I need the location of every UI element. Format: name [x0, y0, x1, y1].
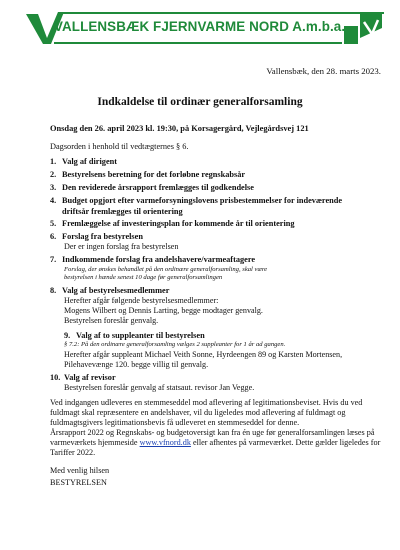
agenda-intro: Dagsorden i henhold til vedtægternes § 6. — [50, 142, 189, 151]
agenda-item-detail: Der er ingen forslag fra bestyrelsen — [64, 242, 179, 251]
agenda-item: 3. Den reviderede årsrapport fremlægges til godkendelse — [50, 183, 254, 192]
agenda-item-detail: Pilehavevænge 120. begge villig til genvalg. — [64, 360, 209, 369]
document-title: Indkaldelse til ordinær generalforsamling — [97, 96, 303, 108]
closing-paragraph: Tariffer 2022. — [50, 448, 96, 457]
agenda-item: 7. Indkommende forslag fra andelshavere/varmeaftagere — [50, 255, 256, 264]
agenda-item: 4. Budget opgjort efter varmeforsyningslovens prisbestemmelser for indeværende driftsår fremlægges til orientering — [50, 196, 343, 216]
closing-paragraph: fuldmagt skal repræsentere en andelshaver, vil du ligeledes mod aflevering af fuldmagt og — [50, 408, 346, 417]
date-line: Vallensbæk, den 28. marts 2023. — [266, 66, 381, 76]
agenda-item: 2. Bestyrelsens beretning for det forløbne regnskabsår — [50, 170, 246, 179]
agenda-item-detail: Bestyrelsen foreslår genvalg af statsaut. revisor Jan Vegge. — [64, 383, 255, 392]
closing-paragraph: fuldmagtsgivers legitimationsbevis få udleveret en stemmeseddel for denne. — [50, 418, 300, 427]
closing-paragraph: varmeværkets hjemmeside www.vfnord.dk eller afhentes på varmeværket. Dette gælder ligeledes for — [50, 438, 381, 447]
agenda-item-detail: Mogens Wilbert og Dennis Larting, begge modtager genvalg. — [64, 306, 263, 315]
agenda-item-note: bestyrelsen i hænde senest 10 dage før generalforsamlingen — [64, 274, 223, 281]
closing-paragraph: Ved indgangen udleveres en stemmeseddel mod aflevering af legitimationsbeviset. Hvis du ved — [50, 398, 363, 407]
agenda-item-detail: Herefter afgår følgende bestyrelsesmedlemmer: — [64, 296, 219, 305]
agenda-item: 6. Forslag fra bestyrelsen — [50, 232, 143, 241]
agenda-item-detail: Bestyrelsen foreslår genvalg. — [64, 316, 159, 325]
website-link[interactable]: www.vfnord.dk — [139, 438, 191, 447]
agenda-item: 8. Valg af bestyrelsesmedlemmer — [50, 286, 170, 295]
agenda-item-note: § 7.2: På den ordinære generalforsamling vælges 2 suppleanter for 1 år ad gangen. — [64, 341, 286, 348]
logo-text: VALLENSBÆK FJERNVARME NORD A.m.b.a. — [54, 19, 346, 34]
agenda-item: 1. Valg af dirigent — [50, 157, 118, 166]
agenda-item: 5. Fremlæggelse af investeringsplan for kommende år til orientering — [50, 219, 295, 228]
agenda-item-note: Forslag, der ønskes behandlet på den ordinære generalforsamling, skal være — [64, 266, 268, 273]
agenda-item: 10. Valg af revisor — [50, 373, 116, 382]
closing-paragraph: Årsrapport 2022 og Regnskabs- og budgetoversigt kan fra én uge før generalforsamlingen læses på — [50, 428, 375, 437]
agenda-item-detail: Herefter afgår suppleant Michael Veith Sonne, Hyrdeengen 89 og Karsten Mortensen, — [64, 350, 343, 359]
signature: BESTYRELSEN — [50, 478, 107, 487]
agenda-item: 9. Valg af to suppleanter til bestyrelsen — [64, 331, 205, 340]
greeting: Med venlig hilsen — [50, 466, 110, 475]
meeting-time-place: Onsdag den 26. april 2023 kl. 19:30, på Korsagergård, Vejlegårdsvej 121 — [50, 124, 309, 133]
